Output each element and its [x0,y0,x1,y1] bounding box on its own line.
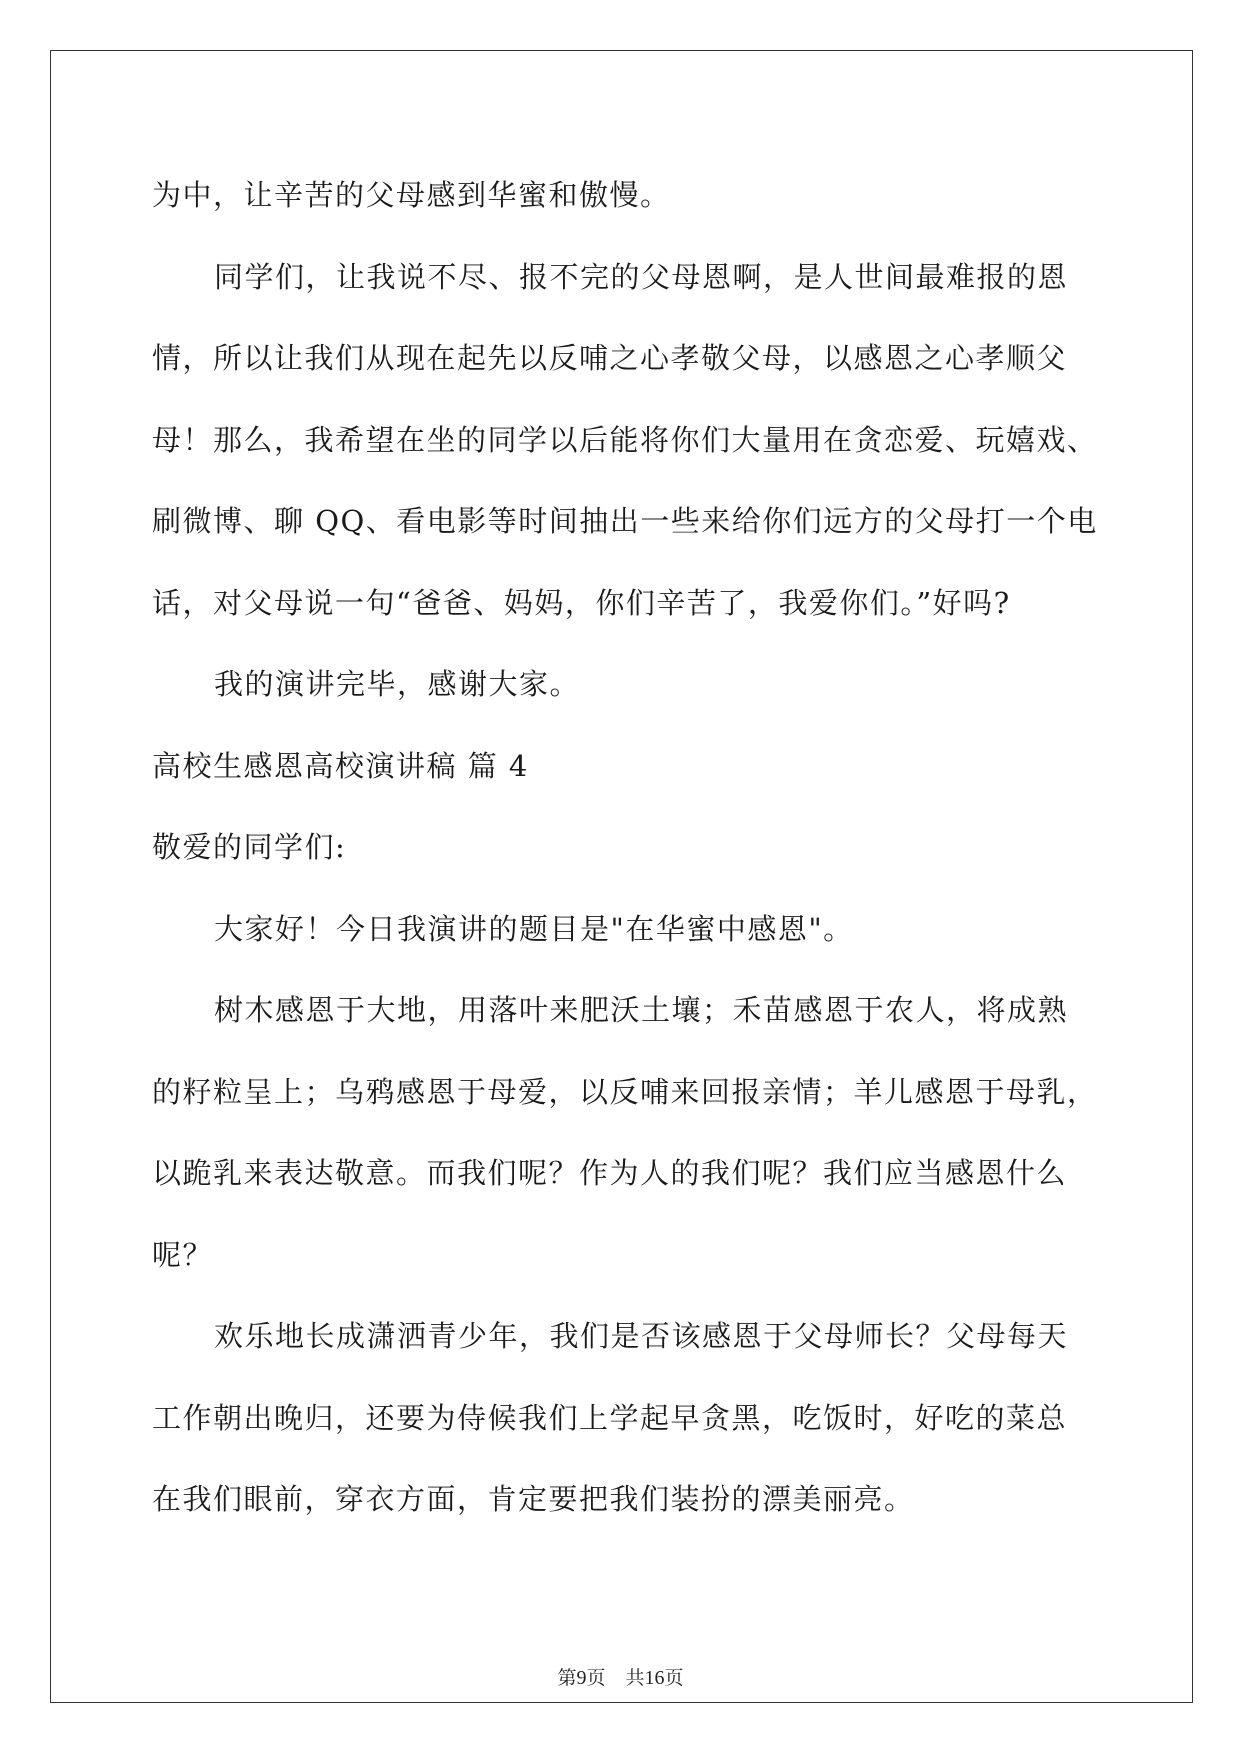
text-line: 高校生感恩高校演讲稿 篇 4 [152,748,529,783]
text-line: 我的演讲完毕，感谢大家。 [214,667,581,701]
page-prefix: 第 [557,1667,577,1689]
text-line: 欢乐地长成潇洒青少年，我们是否该感恩于父母师长？父母每天 [214,1319,1069,1353]
total-suffix: 页 [664,1667,684,1689]
document-body [152,155,1098,1541]
text-line: 情，所以让我们从现在起先以反哺之心孝敬父母，以感恩之心孝顺父 [152,341,1068,375]
text-line: 为中，让辛苦的父母感到华蜜和傲慢。 [152,178,671,212]
text-line: 树木感恩于大地，用落叶来肥沃土壤；禾苗感恩于农人，将成熟 [214,993,1069,1027]
text-line: 敬爱的同学们: [152,830,347,864]
text-line: 的籽粒呈上；乌鸦感恩于母爱，以反哺来回报亲情；羊儿感恩于母乳， [152,1074,1098,1109]
text-line: 呢？ [152,1237,214,1272]
text-line: 话，对父母说一句“爸爸、妈妈，你们辛苦了，我爱你们。”好吗? [152,585,1011,620]
total-pages: 16 [644,1667,665,1689]
text-line: 刷微博、聊 QQ、看电影等时间抽出一些来给你们远方的父母打一个电 [152,504,1098,538]
text-line: 工作朝出晚归，还要为侍候我们上学起早贪黑，吃饭时，好吃的菜总 [152,1400,1068,1435]
page-number: 9 [576,1667,587,1689]
text-line: 大家好！今日我演讲的题目是"在华蜜中感恩"。 [214,911,854,946]
text-line: 在我们眼前，穿衣方面，肯定要把我们装扮的漂美丽亮。 [152,1482,915,1516]
text-line: 以跪乳来表达敬意。而我们呢？作为人的我们呢？我们应当感恩什么 [152,1156,1068,1190]
text-line: 同学们，让我说不尽、报不完的父母恩啊，是人世间最难报的恩 [214,259,1069,294]
total-prefix: 共 [625,1667,645,1689]
page-footer [0,1663,1241,1690]
text-line: 母！那么，我希望在坐的同学以后能将你们大量用在贪恋爱、玩嬉戏、 [152,422,1098,457]
page-suffix: 页 [586,1667,606,1689]
